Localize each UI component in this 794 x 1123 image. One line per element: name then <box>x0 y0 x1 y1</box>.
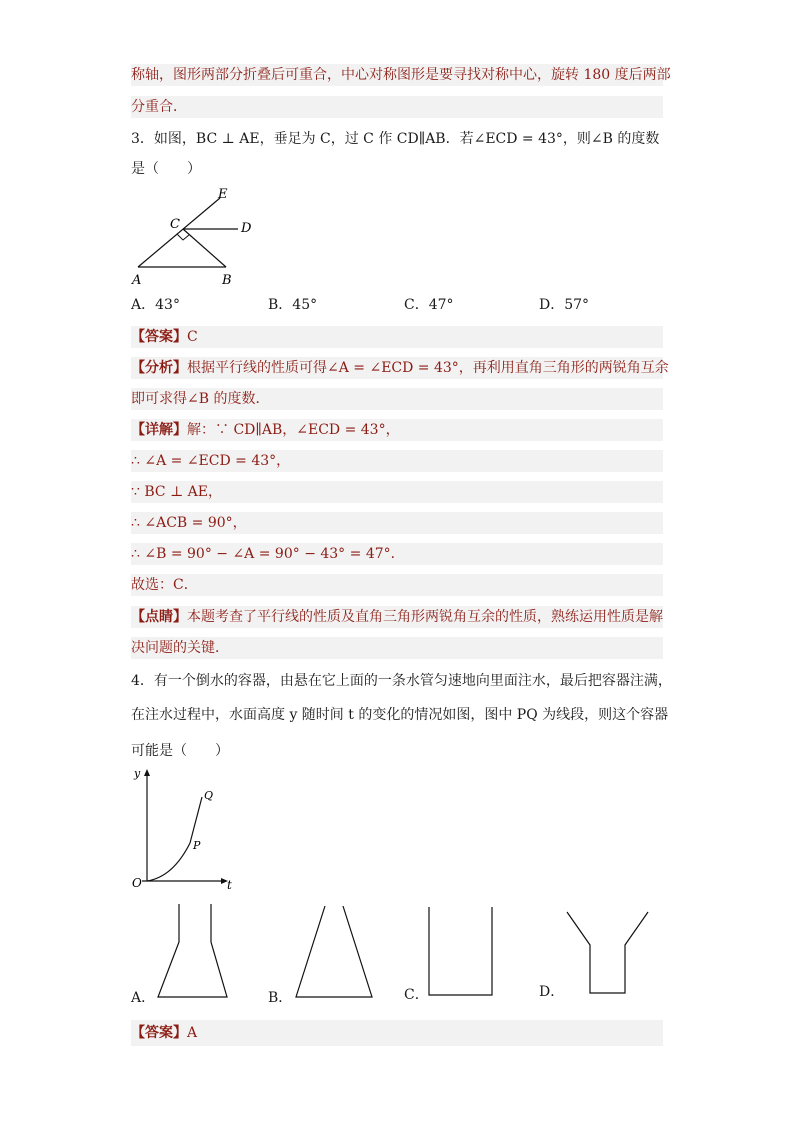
prev-comment-line-2: 分重合． <box>131 96 663 118</box>
container-a <box>150 900 235 1000</box>
q3-comment-line-2: 决问题的关键． <box>131 637 663 659</box>
q3-option-c: C．47° <box>404 297 454 313</box>
q3-analysis-line-1: 【分析】根据平行线的性质可得∠A = ∠ECD = 43°，再利用直角三角形的两锐角互余 <box>131 357 663 379</box>
label-t: t <box>227 878 232 892</box>
q3-option-d: D．57° <box>539 297 590 313</box>
q3-detail-line-5: ∴ ∠B = 90° − ∠A = 90° − 43° = 47°． <box>131 543 663 565</box>
q3-stem-line-1: 3．如图，BC ⊥ AE，垂足为 C，过 C 作 CD∥AB．若∠ECD = 43°，则∠B 的度数 <box>131 131 660 147</box>
q4-stem-line-2: 在注水过程中，水面高度 y 随时间 t 的变化的情况如图，图中 PQ 为线段，则这个容器 <box>131 707 669 723</box>
q3-detail-line-2: ∴ ∠A = ∠ECD = 43°， <box>131 450 663 472</box>
q3-figure <box>128 182 268 292</box>
label-o: O <box>132 876 142 890</box>
q4-option-c: C． <box>404 987 429 1003</box>
line-bc <box>183 229 226 267</box>
q3-stem-line-2: 是（ ） <box>131 161 201 177</box>
q3-option-b: B．45° <box>268 297 318 313</box>
q3-option-a: A．43° <box>131 297 180 313</box>
q3-answer: 【答案】C <box>131 326 663 348</box>
q3-detail-line-1: 【详解】解：∵ CD∥AB，∠ECD = 43°， <box>131 419 663 441</box>
q4-stem-line-3: 可能是（ ） <box>131 743 229 759</box>
q3-detail-line-3: ∵ BC ⊥ AE， <box>131 481 663 503</box>
label-d: D <box>241 221 252 236</box>
right-angle-mark <box>177 234 189 240</box>
q4-option-d: D． <box>539 984 565 1000</box>
label-a: A <box>132 273 142 288</box>
q3-comment-line-1: 【点睛】本题考查了平行线的性质及直角三角形两锐角互余的性质，熟练运用性质是解 <box>131 606 663 628</box>
q4-option-a: A． <box>131 990 156 1006</box>
line-ae <box>138 198 220 267</box>
label-p: P <box>193 839 201 852</box>
label-b: B <box>222 273 232 288</box>
label-c: C <box>170 217 180 232</box>
container-c <box>420 900 500 1000</box>
q4-option-b: B． <box>268 990 293 1006</box>
label-y: y <box>134 767 141 780</box>
container-b <box>288 900 378 1000</box>
segment-pq <box>190 797 202 843</box>
q4-stem-line-1: 4．有一个倒水的容器，由悬在它上面的一条水管匀速地向里面注水，最后把容器注满， <box>131 673 672 689</box>
y-axis-arrow <box>144 769 150 776</box>
label-q: Q <box>204 789 214 802</box>
container-d <box>560 905 655 1000</box>
q4-answer: 【答案】A <box>131 1020 663 1046</box>
q3-detail-line-4: ∴ ∠ACB = 90°， <box>131 512 663 534</box>
prev-comment-line-1: 称轴，图形两部分折叠后可重合，中心对称图形是要寻找对称中心，旋转 180 度后两部 <box>131 64 663 86</box>
q4-graph <box>128 765 243 895</box>
label-e: E <box>218 187 228 202</box>
q3-detail-line-6: 故选：C． <box>131 574 663 596</box>
q3-analysis-line-2: 即可求得∠B 的度数． <box>131 388 663 410</box>
height-curve <box>147 843 190 881</box>
